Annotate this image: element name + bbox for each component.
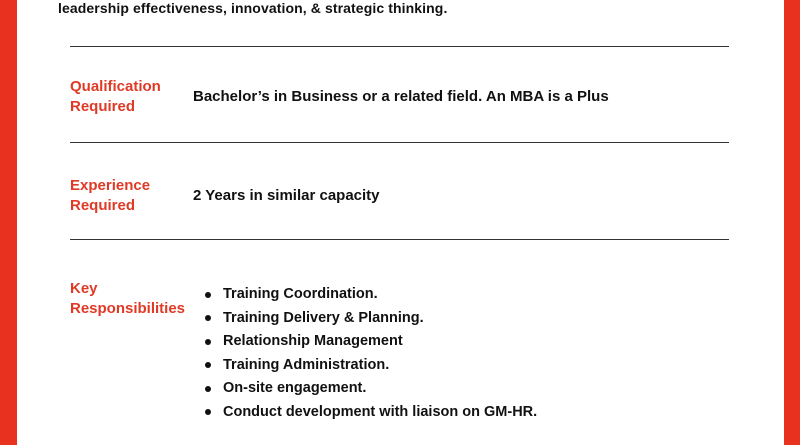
list-item <box>205 401 537 425</box>
bullet-icon <box>205 362 211 368</box>
job-description-card <box>17 0 784 445</box>
list-item <box>205 354 537 378</box>
bullet-icon <box>205 315 211 321</box>
qualification-label <box>70 77 161 117</box>
list-item-text: Conduct development with liaison on GM-HR. <box>223 403 538 420</box>
list-item <box>205 377 537 401</box>
experience-value: 2 Years in similar capacity <box>193 187 380 204</box>
responsibilities-label <box>70 279 185 319</box>
intro-text: leadership effectiveness, innovation, & strategic thinking. <box>58 0 448 16</box>
responsibilities-list <box>205 283 537 424</box>
bullet-icon <box>205 339 211 345</box>
list-item <box>205 330 537 354</box>
experience-label-line1: Experience <box>70 177 151 194</box>
responsibilities-label-line2: Responsibilities <box>70 300 186 317</box>
bullet-icon <box>205 292 211 298</box>
list-item <box>205 283 537 307</box>
list-item-text: Training Delivery & Planning. <box>223 309 424 326</box>
experience-label <box>70 176 150 216</box>
list-item-text: Relationship Management <box>223 333 403 349</box>
list-item <box>205 307 537 331</box>
qualification-value: Bachelor’s in Business or a related field. An MBA is a Plus <box>193 88 609 105</box>
qualification-label-line1: Qualification <box>70 78 161 95</box>
divider <box>70 142 729 143</box>
responsibilities-label-line1: Key <box>70 280 98 297</box>
divider <box>70 46 729 47</box>
list-item-text: Training Administration. <box>223 356 390 373</box>
qualification-label-line2: Required <box>70 98 136 115</box>
experience-label-line2: Required <box>70 197 136 214</box>
bullet-icon <box>205 409 211 415</box>
bullet-icon <box>205 386 211 392</box>
list-item-text: Training Coordination. <box>223 286 378 302</box>
list-item-text: On-site engagement. <box>223 380 367 396</box>
divider <box>70 239 729 240</box>
